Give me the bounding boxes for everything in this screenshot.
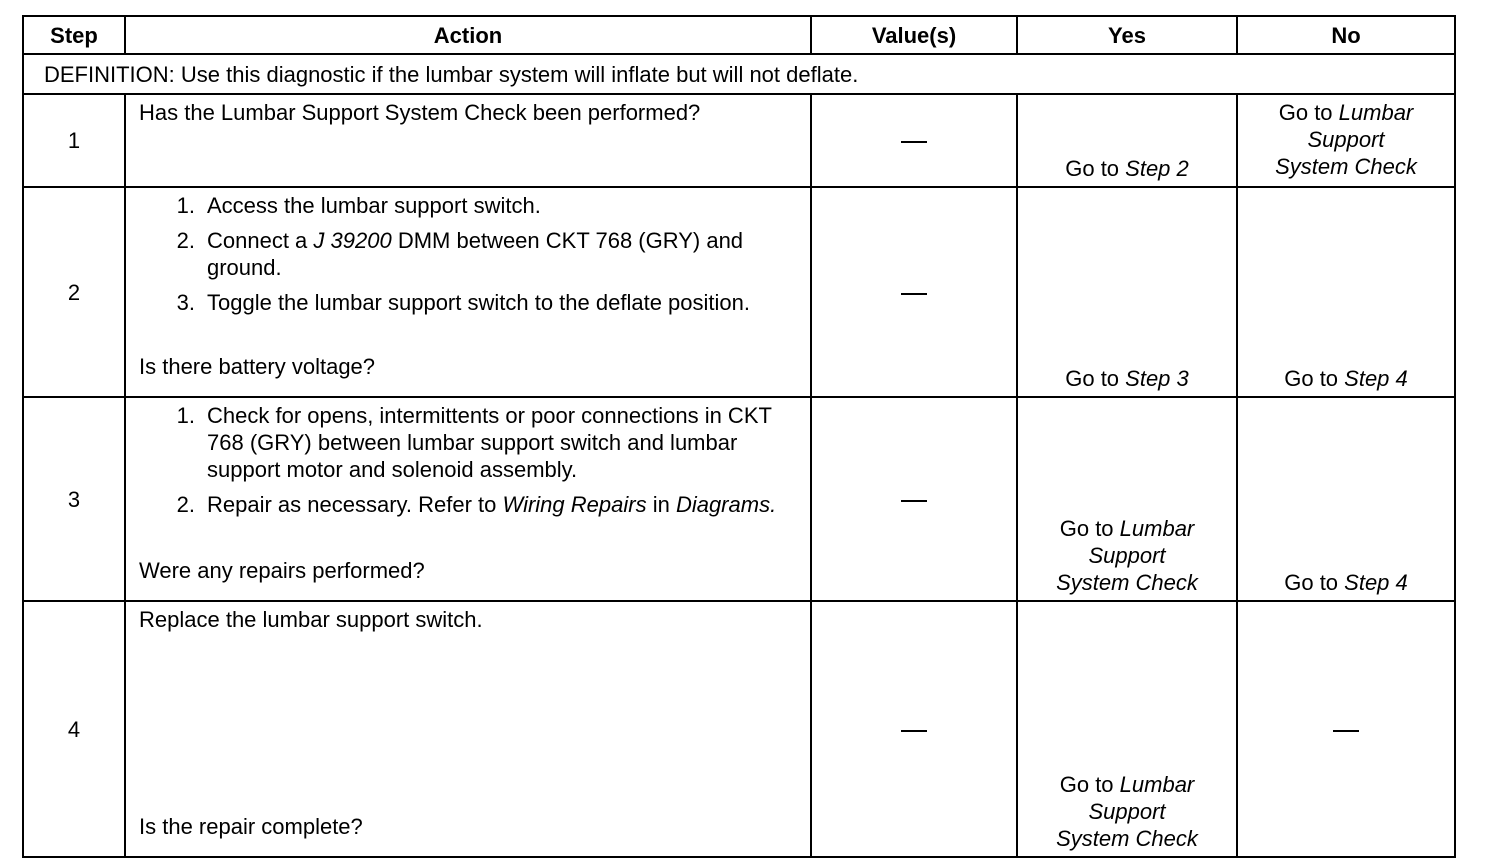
yes-link-line: Support (1088, 543, 1166, 568)
yes-link: Step 3 (1125, 366, 1189, 391)
instruction-text: Replace the lumbar support switch. (139, 607, 483, 632)
no-link-line: Support (1307, 127, 1385, 152)
yes-prefix: Go to (1059, 516, 1120, 541)
yes-prefix: Go to (1059, 772, 1120, 797)
list-item: 2. Repair as necessary. Refer to Wiring Repairs in Diagrams. (176, 492, 777, 517)
no-prefix: Go to (1284, 570, 1345, 595)
value-cell (811, 397, 1017, 601)
list-item: 3. Toggle the lumbar support switch to the deflate position. (176, 290, 750, 315)
no-cell (1237, 601, 1455, 857)
diagnostic-table (22, 15, 1456, 858)
value-cell (811, 601, 1017, 857)
no-cell (1237, 187, 1455, 397)
no-prefix: Go to (1284, 366, 1345, 391)
value-cell (811, 94, 1017, 187)
step-number: 3 (23, 397, 125, 601)
yes-cell (1017, 601, 1237, 857)
no-link: Step 4 (1344, 366, 1408, 391)
yes-cell (1017, 94, 1237, 187)
action-cell (125, 397, 811, 601)
dash-mark (901, 730, 927, 732)
question-text: Has the Lumbar Support System Check been performed? (139, 100, 701, 125)
list-item: 1. Access the lumbar support switch. (176, 193, 541, 218)
table-row (23, 187, 1455, 397)
no-link-line: System Check (1275, 154, 1417, 179)
action-cell (125, 187, 811, 397)
list-item: 1. Check for opens, intermittents or poor connections in CKT 768 (GRY) between lumbar support switch and lumbar support motor and solenoid assembly. (176, 403, 772, 482)
dash-mark (1333, 730, 1359, 732)
yes-link-line: Lumbar (1119, 516, 1195, 541)
header-yes: Yes (1017, 16, 1237, 54)
step-number: 2 (23, 187, 125, 397)
yes-link-line: Support (1088, 799, 1166, 824)
no-cell (1237, 94, 1455, 187)
header-values: Value(s) (811, 16, 1017, 54)
list-item: 2. Connect a J 39200 DMM between CKT 768 (GRY) and ground. (176, 228, 744, 280)
step-number: 4 (23, 601, 125, 857)
step-number: 1 (23, 94, 125, 187)
yes-cell (1017, 397, 1237, 601)
no-prefix: Go to (1278, 100, 1339, 125)
table-row (23, 601, 1455, 857)
yes-link: Step 2 (1125, 156, 1189, 181)
question-text: Is the repair complete? (139, 814, 363, 839)
value-cell (811, 187, 1017, 397)
dash-mark (901, 293, 927, 295)
no-link-line: Lumbar (1338, 100, 1414, 125)
yes-prefix: Go to (1065, 366, 1126, 391)
no-cell (1237, 397, 1455, 601)
question-text: Is there battery voltage? (139, 354, 376, 379)
action-cell (125, 94, 811, 187)
dash-mark (901, 141, 927, 143)
yes-link-line: System Check (1056, 570, 1198, 595)
action-cell (125, 601, 811, 857)
instruction-list (139, 192, 798, 324)
yes-link-line: System Check (1056, 826, 1198, 851)
header-action: Action (125, 16, 811, 54)
table-row (23, 94, 1455, 187)
question-text: Were any repairs performed? (139, 558, 425, 583)
header-no: No (1237, 16, 1455, 54)
header-step: Step (23, 16, 125, 54)
yes-prefix: Go to (1065, 156, 1126, 181)
table-row (23, 397, 1455, 601)
yes-link-line: Lumbar (1119, 772, 1195, 797)
no-link: Step 4 (1344, 570, 1408, 595)
dash-mark (901, 500, 927, 502)
header-row (23, 16, 1455, 54)
instruction-list (139, 402, 798, 518)
definition-row (23, 54, 1455, 94)
yes-cell (1017, 187, 1237, 397)
definition-text: DEFINITION: Use this diagnostic if the lumbar system will inflate but will not deflate. (23, 54, 1455, 94)
